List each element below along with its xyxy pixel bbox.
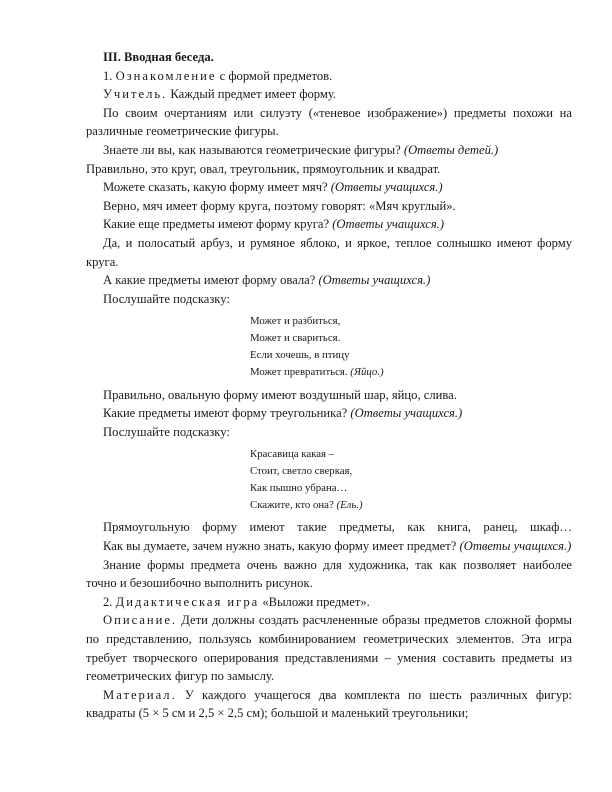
- section-heading: III. Вводная беседа.: [103, 50, 214, 64]
- riddle-answer: (Ель.): [336, 498, 363, 511]
- material-text: У каждого учащегося два комплекта по шесть различных фигур: квадраты (5 × 5 см и 2,5 × 2,5 см); большой и маленький треугольники;: [86, 687, 572, 721]
- subsection-title-rest: с формой предметов.: [219, 68, 333, 83]
- riddle-line: Красавица какая –: [250, 448, 335, 461]
- game-description: [86, 611, 572, 685]
- answer-note: (Ответы детей.): [403, 142, 499, 157]
- paragraph: Послушайте подсказку:: [103, 291, 230, 306]
- paragraph-question: [86, 537, 572, 556]
- answer-note: (Ответы учащихся.): [318, 273, 431, 288]
- question-text: Какие предметы имеют форму треугольника?: [103, 406, 348, 421]
- riddle-answer: (Яйцо.): [350, 365, 384, 378]
- riddle-egg: [250, 313, 572, 380]
- paragraph: Прямоугольную форму имеют такие предметы, как книга, ранец, шкаф…: [103, 520, 572, 535]
- question-text: Какие еще предметы имеют форму круга?: [103, 217, 330, 232]
- question-text: А какие предметы имеют форму овала?: [103, 273, 316, 288]
- description-text: Дети должны создать расчлененные образы предметов сложной формы по представлению, пользуясь комбинированием геометрических элементов. Эта игра требует творческого оперирования представлениями – умения составить предметы из геометрических фигур по замыслу.: [86, 613, 572, 684]
- riddle-fir: [250, 446, 572, 513]
- answer-note: (Ответы учащихся.): [459, 539, 572, 554]
- teacher-label: Учитель.: [103, 87, 168, 102]
- paragraph-question: [86, 178, 572, 197]
- answer-note: (Ответы учащихся.): [350, 406, 463, 421]
- question-text: Как вы думаете, зачем нужно знать, какую форму имеет предмет?: [103, 539, 457, 554]
- riddle-line-text: Может превратиться.: [250, 365, 348, 378]
- subsection-spaced-title: Ознакомление: [115, 68, 217, 83]
- riddle-line-last: [250, 364, 572, 381]
- document-page: [86, 48, 572, 723]
- paragraph: Послушайте подсказку:: [103, 424, 230, 439]
- riddle-line: Стоит, светло сверкая,: [250, 465, 353, 478]
- riddle-line-last: [250, 497, 572, 514]
- question-text: Можете сказать, какую форму имеет мяч?: [103, 180, 328, 195]
- paragraph: Правильно, овальную форму имеют воздушный шар, яйцо, слива.: [103, 387, 457, 402]
- teacher-line: [86, 85, 572, 104]
- description-label: Описание.: [103, 613, 178, 628]
- paragraph: По своим очертаниям или силуэту («теневое изображение») предметы похожи на различные геометрические фигуры.: [86, 105, 572, 139]
- riddle-line: Может и разбиться,: [250, 315, 341, 328]
- riddle-line: Если хочешь, в птицу: [250, 348, 350, 361]
- teacher-text: Каждый предмет имеет форму.: [170, 87, 337, 102]
- riddle-line-text: Скажите, кто она?: [250, 498, 334, 511]
- game-material: [86, 686, 572, 723]
- subsection-spaced-title: Дидактическая игра: [115, 594, 260, 609]
- answer-note: (Ответы учащихся.): [332, 217, 445, 232]
- paragraph: Верно, мяч имеет форму круга, поэтому говорят: «Мяч круглый».: [103, 198, 456, 213]
- subsection-title-rest: «Выложи предмет».: [262, 594, 370, 609]
- subsection-title-game: [86, 593, 572, 612]
- paragraph: Правильно, это круг, овал, треугольник, прямоугольник и квадрат.: [86, 161, 441, 176]
- paragraph-question: [86, 215, 572, 234]
- paragraph-question: [86, 404, 572, 423]
- question-text: Знаете ли вы, как называются геометрические фигуры?: [103, 142, 401, 157]
- riddle-line: Как пышно убрана…: [250, 481, 348, 494]
- riddle-line: Может и свариться.: [250, 332, 341, 345]
- paragraph-question: [86, 141, 572, 160]
- subsection-number: 2.: [103, 594, 113, 609]
- subsection-number: 1.: [103, 68, 113, 83]
- paragraph-question: [86, 271, 572, 290]
- subsection-title-familiarization: [86, 67, 572, 86]
- paragraph: Знание формы предмета очень важно для художника, так как позволяет наиболее точно и безошибочно выполнить рисунок.: [86, 557, 572, 591]
- answer-note: (Ответы учащихся.): [330, 180, 443, 195]
- paragraph: Да, и полосатый арбуз, и румяное яблоко, и яркое, теплое солнышко имеют форму круга.: [86, 235, 572, 269]
- material-label: Материал.: [103, 687, 177, 702]
